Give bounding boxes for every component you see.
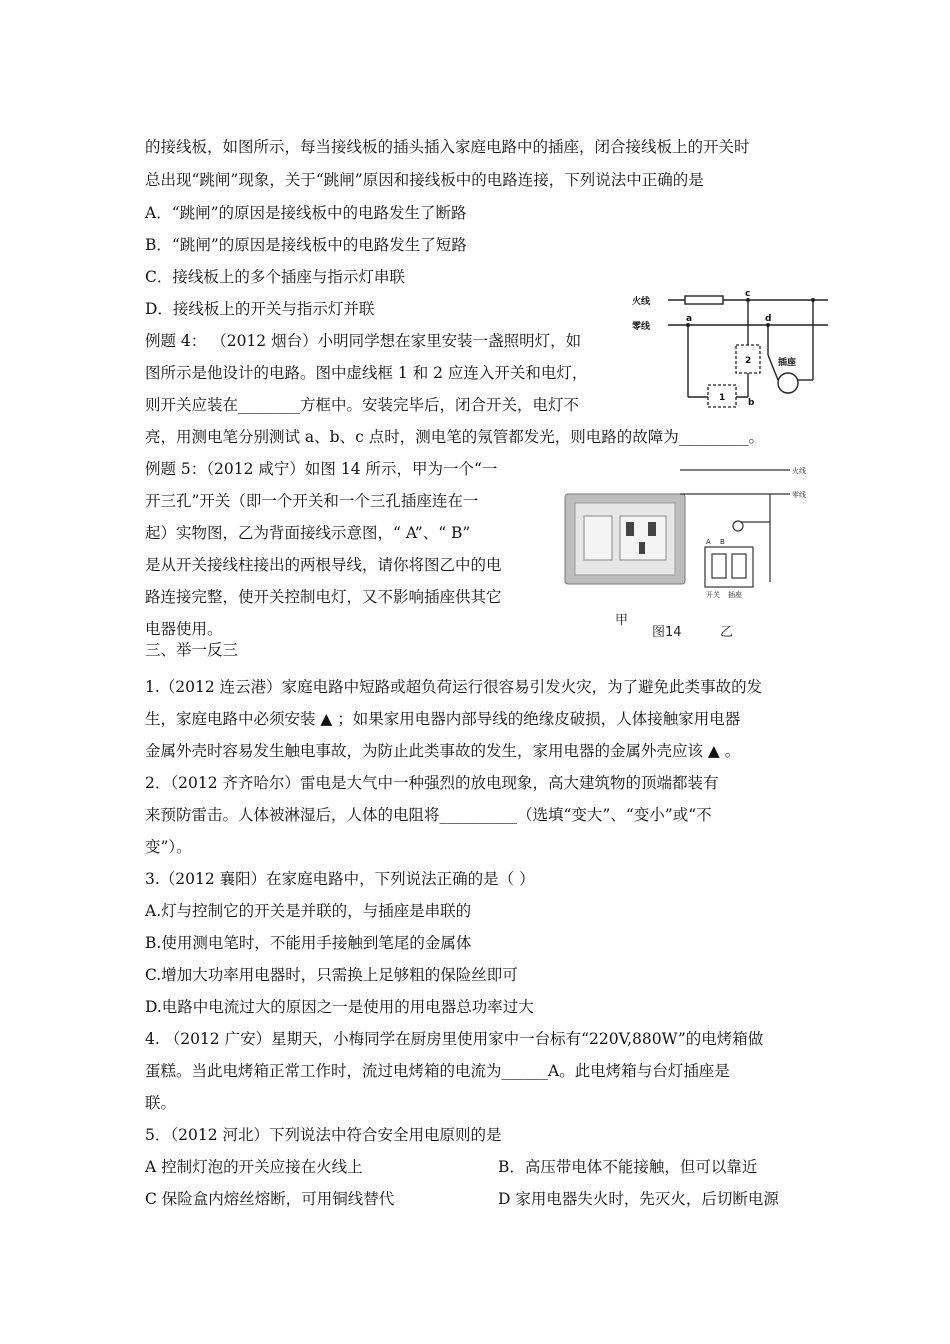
- question-5-option: C 保险盒内熔丝熔断，可用铜线替代: [145, 1190, 395, 1208]
- question-4-line: 蛋糕。当此电烤箱正常工作时，流过电烤箱的电流为______A。此电烤箱与台灯插座是: [145, 1062, 730, 1080]
- question-2-line: 2．（2012 齐齐哈尔）雷电是大气中一种强烈的放电现象，高大建筑物的顶端都装有: [145, 774, 719, 792]
- point-d: d: [765, 314, 772, 324]
- figure-14: [560, 462, 822, 642]
- point-a: a: [686, 314, 693, 324]
- fig14-socket-label: 插座: [728, 591, 742, 599]
- fig14-yi-label: 乙: [720, 625, 734, 640]
- fig14-switch-label: 开关: [706, 591, 720, 599]
- fig14-jia-label: 甲: [615, 613, 629, 628]
- fig14-caption: 图14: [652, 625, 682, 640]
- example-5-line: 开三孔”开关（即一个开关和一个三孔插座连在一: [145, 492, 479, 510]
- fig14-label-a: A: [706, 538, 711, 546]
- example-4-line: 例题 4： （2012 烟台）小明同学想在家里安装一盏照明灯，如: [145, 332, 582, 350]
- example-4-circuit-diagram: [628, 285, 828, 415]
- text-line: 的接线板，如图所示，每当接线板的插头插入家庭电路中的插座，闭合接线板上的开关时: [145, 138, 750, 156]
- example-5-line: 路连接完整，使开关控制电灯，又不影响插座供其它: [145, 588, 502, 606]
- point-b: b: [748, 398, 755, 408]
- question-3-option: D.电路中电流过大的原因之一是使用的用电器总功率过大: [145, 998, 534, 1016]
- section-heading: 三、举一反三: [145, 641, 239, 659]
- example-5-line: 起）实物图，乙为背面接线示意图，“ A”、“ B”: [145, 524, 471, 542]
- question-1-line: 生，家庭电路中必须安装 ▲ ；如果家用电器内部导线的绝缘皮破损，人体接触家用电器: [145, 710, 741, 728]
- box-2-label: 2: [745, 356, 752, 366]
- point-c: c: [745, 289, 751, 299]
- neutral-wire-label: 零线: [632, 322, 651, 332]
- option-a: A．“跳闸”的原因是接线板中的电路发生了断路: [145, 204, 467, 222]
- question-3-option: B.使用测电笔时，不能用手接触到笔尾的金属体: [145, 934, 472, 952]
- option-c: C．接线板上的多个插座与指示灯串联: [145, 268, 405, 286]
- question-4-line: 联。: [145, 1094, 177, 1112]
- question-5-option: D 家用电器失火时，先灭火，后切断电源: [498, 1190, 779, 1208]
- box-1-label: 1: [719, 393, 726, 403]
- fig14-label-b: B: [720, 538, 725, 546]
- question-2-line: 来预防雷击。人体被淋湿后，人体的电阻将__________（选填“变大”、“变小”或“不: [145, 806, 712, 824]
- example-4-line: 则开关应装在________方框中。安装完毕后，闭合开关，电灯不: [145, 396, 580, 414]
- text-line: 总出现“跳闸”现象，关于“跳闸”原因和接线板中的电路连接，下列说法中正确的是: [145, 171, 704, 189]
- live-wire-label: 火线: [632, 297, 651, 307]
- question-5-option: B．高压带电体不能接触，但可以靠近: [498, 1158, 758, 1176]
- fig14-neutral-label: 零线: [792, 491, 806, 499]
- question-1-line: 金属外壳时容易发生触电事故，为防止此类事故的发生，家用电器的金属外壳应该 ▲ 。: [145, 742, 741, 760]
- question-5-line: 5．（2012 河北）下列说法中符合安全用电原则的是: [145, 1126, 502, 1144]
- question-1-line: 1.（2012 连云港）家庭电路中短路或超负荷运行很容易引发火灾，为了避免此类事故的发: [145, 678, 763, 696]
- question-3-line: 3.（2012 襄阳）在家庭电路中，下列说法正确的是（ ）: [145, 870, 535, 888]
- option-b: B．“跳闸”的原因是接线板中的电路发生了短路: [145, 236, 467, 254]
- question-4-line: 4. （2012 广安）星期天，小梅同学在厨房里使用家中一台标有“220V,880W”的电烤箱做: [145, 1030, 764, 1048]
- fig14-live-label: 火线: [792, 467, 806, 475]
- example-5-line: 电器使用。: [145, 620, 223, 638]
- socket-label: 插座: [778, 358, 797, 368]
- question-3-option: A.灯与控制它的开关是并联的，与插座是串联的: [145, 902, 472, 920]
- question-3-option: C.增加大功率用电器时，只需换上足够粗的保险丝即可: [145, 966, 518, 984]
- example-4-line: 图所示是他设计的电路。图中虚线框 1 和 2 应连入开关和电灯，: [145, 364, 588, 382]
- option-d: D．接线板上的开关与指示灯并联: [145, 300, 375, 318]
- example-4-line: 亮，用测电笔分别测试 a、b、c 点时，测电笔的氖管都发光，则电路的故障为_________。: [145, 428, 764, 446]
- example-5-line: 例题 5：（2012 咸宁）如图 14 所示，甲为一个“一: [145, 460, 498, 478]
- question-2-line: 变”）。: [145, 838, 192, 856]
- example-5-line: 是从开关接线柱接出的两根导线，请你将图乙中的电: [145, 556, 502, 574]
- question-5-option: A 控制灯泡的开关应接在火线上: [145, 1158, 363, 1176]
